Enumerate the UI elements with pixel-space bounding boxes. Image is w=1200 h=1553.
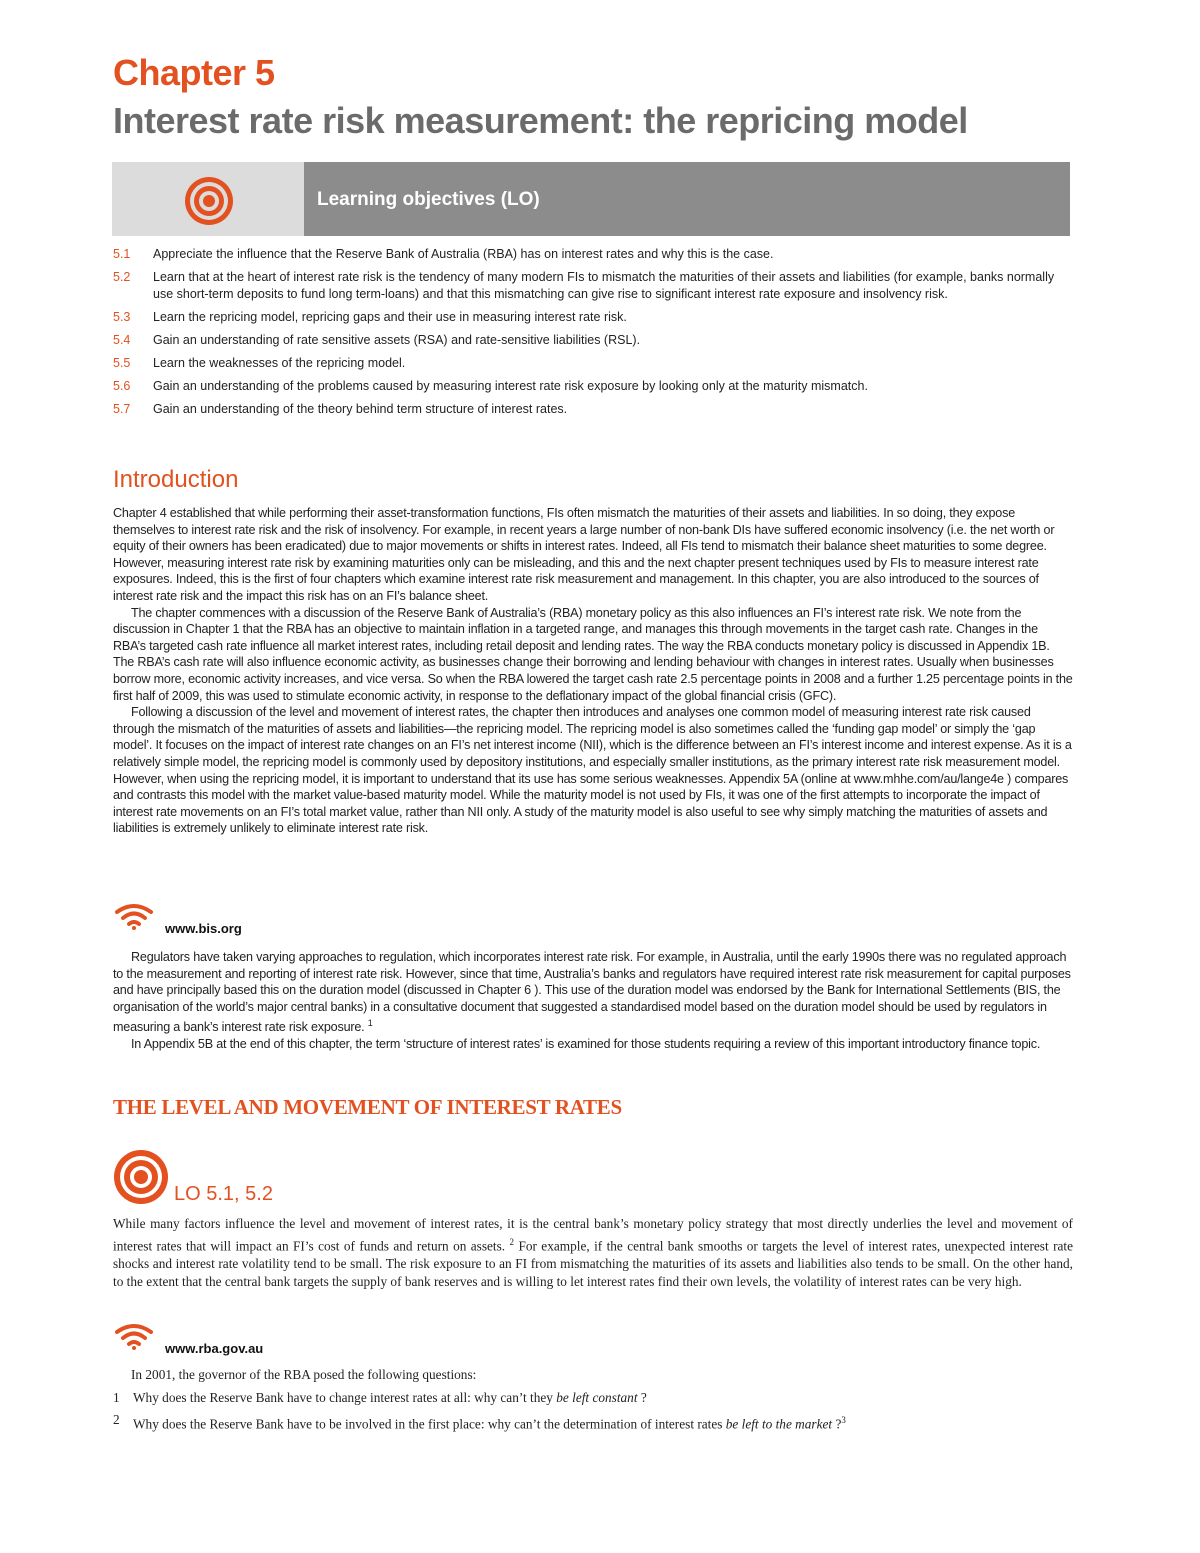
introduction-body — [113, 505, 1073, 837]
list-item — [113, 401, 1073, 418]
lo-text: Gain an understanding of the theory behind term structure of interest rates. — [153, 402, 568, 416]
learning-objectives-list — [113, 246, 1073, 424]
footnote-ref[interactable]: 3 — [841, 1415, 846, 1425]
lo-number: 5.7 — [113, 402, 131, 416]
list-item — [113, 332, 1073, 349]
lo-number: 5.5 — [113, 356, 131, 370]
list-item — [113, 246, 1073, 263]
paragraph — [113, 949, 1073, 1036]
introduction-heading: Introduction — [113, 466, 239, 493]
chapter-title: Interest rate risk measurement: the repricing model — [113, 100, 968, 141]
web-signal-icon — [114, 902, 154, 930]
section-body — [113, 1215, 1073, 1291]
questions-list — [113, 1387, 1073, 1435]
list-item — [113, 1409, 1073, 1435]
lo-number: 5.4 — [113, 333, 131, 347]
footnote-ref[interactable]: 1 — [367, 1018, 373, 1029]
list-item — [113, 1387, 1073, 1409]
paragraph-text: Regulators have taken varying approaches to regulation, which incorporates interest rate risk. For example, in Australia, until the early 1990s there was no regulated approach to the measurement and reporting of interest rate risk. However, since that time, Australia’s banks and regulators have required interest rate risk measurement for capital purposes and have principally based this on the duration model (discussed in Chapter 6 ). This use of the duration model was endorsed by the Bank for International Settlements (BIS, the organisation of the world’s major central banks) in a consultative document that suggested a standardised model based on the duration model should be used by regulators in measuring a bank’s interest rate risk exposure. — [113, 950, 1071, 1035]
section-heading: THE LEVEL AND MOVEMENT OF INTEREST RATES — [113, 1095, 622, 1119]
lo-text: Learn the weaknesses of the repricing model. — [153, 356, 406, 370]
target-icon — [183, 175, 235, 227]
lo-text: Gain an understanding of rate sensitive assets (RSA) and rate-sensitive liabilities (RSL). — [153, 333, 641, 347]
learning-objectives-heading: Learning objectives (LO) — [317, 189, 540, 210]
question-number: 1 — [113, 1390, 120, 1405]
lo-number: 5.6 — [113, 379, 131, 393]
lo-text: Learn the repricing model, repricing gaps and their use in measuring interest rate risk. — [153, 310, 627, 324]
lo-text: Appreciate the influence that the Reserve Bank of Australia (RBA) has on interest rates and why this is the case. — [153, 247, 774, 261]
list-item — [113, 355, 1073, 372]
lo-text: Gain an understanding of the problems caused by measuring interest rate risk exposure by looking only at the maturity mismatch. — [153, 379, 868, 393]
paragraph: In Appendix 5B at the end of this chapter, the term ‘structure of interest rates’ is examined for those students requiring a review of this important introductory finance topic. — [131, 1037, 1041, 1052]
footnote-ref[interactable]: 2 — [509, 1237, 515, 1247]
list-item — [113, 269, 1073, 303]
chapter-number: Chapter 5 — [113, 52, 275, 93]
lo-number: 5.2 — [113, 270, 131, 284]
paragraph: Following a discussion of the level and movement of interest rates, the chapter then introduces and analyses one common model of measuring interest rate risk caused through the mismatch of the maturities of assets and liabilities—the repricing model. The repricing model is also sometimes called the ‘funding gap model’ or simply the ‘gap model’. It focuses on the impact of interest rate changes on an FI’s net interest income (NII), which is the difference between an FI’s interest income and interest expense. As it is a relatively simple model, the repricing model is commonly used by depository institutions, and especially smaller institutions, as the primary interest rate risk measurement model. However, when using the repricing model, it is important to understand that its use has some serious weaknesses. Appendix 5A (online at www.mhhe.com/au/lange4e ) compares and contrasts this model with the market value-based maturity model. While the maturity model is not used by FIs, it was one of the first attempts to incorporate the impact of interest rate movements on an FI’s total market value, rather than NII only. A study of the maturity model is also useful to see why simply matching the maturities of assets and liabilities is extremely unlikely to eliminate interest rate risk. — [113, 705, 1072, 836]
question-text: Why does the Reserve Bank have to be involved in the first place: why can’t the determination of interest rates — [133, 1416, 723, 1432]
lo-text: Learn that at the heart of interest rate risk is the tendency of many modern FIs to mismatch the maturities of their assets and liabilities (for example, banks normally use short-term deposits to fund long term-loans) and that this mismatching can give rise to significant interest rate exposure and insolvency risk. — [153, 270, 1055, 301]
question-text: Why does the Reserve Bank have to change interest rates at all: why can’t they — [133, 1390, 553, 1405]
paragraph-text: For example, if the central bank smooths or targets the level of interest rates, unexpected interest rate shocks and interest rate volatility tend to be small. The risk exposure to an FI from mismatching the maturities of its assets and liabilities also tends to be small. On the other hand, to the extent that the central bank targets the supply of bank reserves and is willing to let interest rates find their own levels, the volatility of interest rates can be very high. — [113, 1238, 1073, 1290]
paragraph: In 2001, the governor of the RBA posed the following questions: — [131, 1367, 477, 1382]
question-emphasis: be left to the market — [725, 1416, 833, 1432]
web-signal-icon — [114, 1322, 154, 1350]
link-rba[interactable]: www.rba.gov.au — [165, 1341, 264, 1356]
paragraph — [113, 1215, 1073, 1291]
learning-objectives-banner — [112, 162, 1070, 236]
question-end: ? — [835, 1416, 842, 1432]
lo-number: 5.1 — [113, 247, 131, 261]
list-item — [113, 309, 1073, 326]
paragraph: The chapter commences with a discussion of the Reserve Bank of Australia’s (RBA) monetary policy as this also influences an FI’s interest rate risk. We note from the discussion in Chapter 1 that the RBA has an objective to maintain inflation in a targeted range, and manages this through movements in the target cash rate. Changes in the RBA’s targeted cash rate influence all market interest rates, including retail deposit and lending rates. The way the RBA conducts monetary policy is discussed in Appendix 1B. The RBA’s cash rate will also influence economic activity, as businesses change their borrowing and lending behaviour with changes in interest rates. Usually when businesses borrow more, economic activity increases, and vice versa. So when the RBA lowered the target cash rate 2.5 percentage points in 2008 and a further 1.25 percentage points in the first half of 2009, this was used to stimulate economic activity, in response to the deflationary impact of the global financial crisis (GFC). — [113, 605, 1073, 703]
question-number: 2 — [113, 1412, 120, 1427]
question-end: ? — [640, 1390, 647, 1405]
link-bis[interactable]: www.bis.org — [165, 921, 242, 936]
lo-tag: LO 5.1, 5.2 — [174, 1183, 273, 1205]
lo-number: 5.3 — [113, 310, 131, 324]
question-emphasis: be left constant — [556, 1390, 638, 1405]
questions-intro — [113, 1366, 1073, 1384]
target-icon — [112, 1148, 170, 1206]
paragraph-text: While many factors influence the level and movement of interest rates, it is the central bank’s monetary policy strategy that most directly underlies the level and movement of interest rates that will impact an FI’s cost of funds and return on assets. — [113, 1216, 1073, 1254]
list-item — [113, 378, 1073, 395]
paragraph: Chapter 4 established that while performing their asset-transformation functions, FIs often mismatch the maturities of their assets and liabilities. In so doing, they expose themselves to interest rate risk and the risk of insolvency. For example, in recent years a large number of non-bank DIs have suffered economic insolvency (i.e. the net worth or equity of their owners has been eradicated) due to major movements or shifts in interest rates. Indeed, all FIs tend to mismatch their balance sheet maturities to some degree. However, measuring interest rate risk by examining maturities only can be misleading, and this and the next chapter present techniques used by FIs to measure interest rate exposures. Indeed, this is the first of four chapters which examine interest rate risk measurement and management. In this chapter, you are also introduced to the sources of interest rate risk and the impact this risk has on an FI’s balance sheet. — [113, 506, 1055, 603]
regulators-body — [113, 949, 1073, 1053]
